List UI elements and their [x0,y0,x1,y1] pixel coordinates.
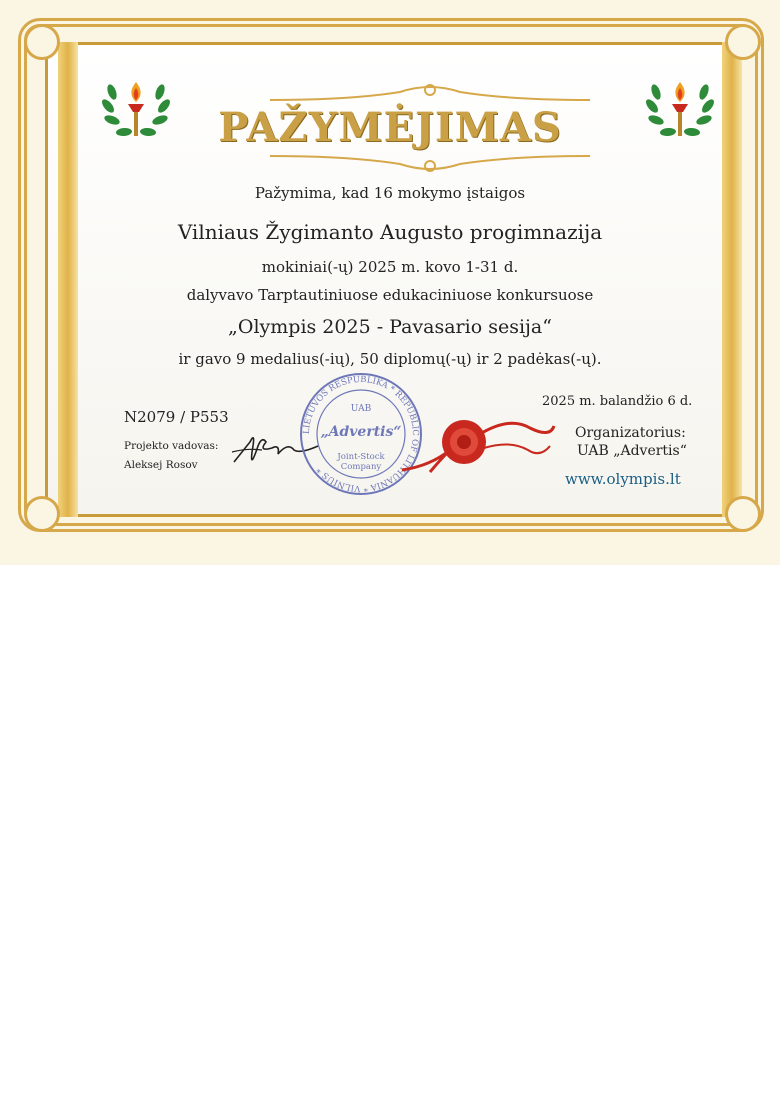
manager-name: Aleksej Rosov [124,459,198,471]
title-flourish-top [250,80,610,106]
awards-text: ir gavo 9 medalius(-ių), 50 diplomų(-ų) ir 2 padėkas(-ų). [178,350,602,368]
organizer-label: Organizatorius: [575,425,686,441]
corner-ornament [24,24,60,60]
wax-seal-icon [400,410,558,482]
stamp-name: „Advertis“ [320,424,402,440]
website-link[interactable]: www.olympis.lt [565,470,681,488]
certificate-title: PAŽYMĖJIMAS [218,104,562,151]
period-text: mokiniai(-ų) 2025 m. kovo 1-31 d. [261,258,519,276]
stamp-ring-text: LIETUVOS RESPUBLIKA * REPUBLIC OF LITHUANIA * VILNIUS * [301,374,421,494]
stamp-line1: Joint-Stock [337,452,385,462]
organizer-name: UAB „Advertis“ [577,443,687,459]
corner-ornament [725,24,761,60]
participation-text: dalyvavo Tarptautiniuose edukaciniuose konkursuose [186,286,594,304]
intro-text: Pažymima, kad 16 mokymo įstaigos [254,184,526,202]
corner-ornament [24,496,60,532]
stamp-line2: Company [340,462,382,472]
manager-label: Projekto vadovas: [124,440,219,452]
certificate-number: N2079 / P553 [124,408,229,426]
title-flourish-bottom [250,150,610,176]
school-name: Vilniaus Žygimanto Augusto progimnazija [177,220,603,244]
contest-name: „Olympis 2025 - Pavasario sesija“ [228,316,552,338]
stamp-top: UAB [350,404,372,414]
corner-ornament [725,496,761,532]
issue-date: 2025 m. balandžio 6 d. [542,394,693,409]
